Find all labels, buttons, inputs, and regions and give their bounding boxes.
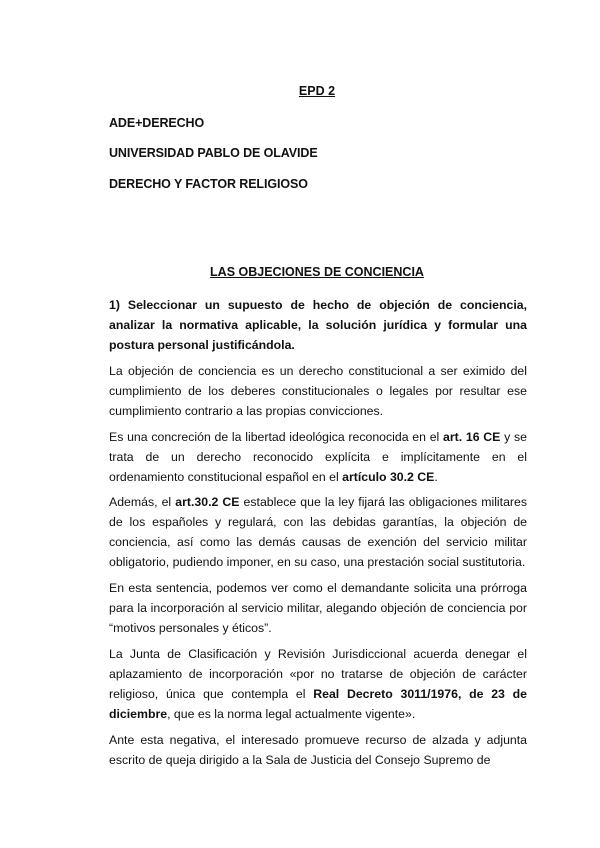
paragraph-text: establece que la ley fijará las obligaciones militares de los españoles y regulará, con las debidas garantías, la objeción de conciencia, así como las demás causas de exención del servicio militar obligatorio, pudiendo imponer, en su caso, una prestación social sustitutoria. [109, 495, 528, 569]
paragraph-appeal: Ante esta negativa, el interesado promueve recurso de alzada y adjunta escrito de queja dirigido a la Sala de Justicia del Consejo Supremo de [109, 733, 527, 767]
document-title: EPD 2 [298, 84, 336, 98]
paragraph-text: y se trata de un derecho reconocido explícita e implícitamente en el ordenamiento constitucional español en el [109, 430, 527, 484]
legal-reference: artículo 30.2 CE [342, 470, 435, 484]
degree-line: ADE+DERECHO [109, 116, 205, 130]
paragraph-text: , que es la norma legal actualmente vigente». [167, 707, 416, 721]
paragraph-case: En esta sentencia, podemos ver como el demandante solicita una prórroga para la incorporación al servicio militar, alegando objeción de conciencia por “motivos personales y éticos”. [109, 581, 527, 635]
paragraph-junta-decision [109, 644, 527, 724]
legal-reference: art. 16 CE [443, 430, 501, 444]
paragraph-text: Además, el [109, 495, 176, 509]
legal-reference: art.30.2 CE [175, 495, 240, 509]
paragraph-article-30 [109, 492, 527, 572]
paragraph-definition: La objeción de conciencia es un derecho constitucional a ser eximido del cumplimiento de los deberes constitucionales o legales por resultar ese cumplimiento contrario a las propias convicciones. [109, 364, 527, 418]
question-paragraph: 1) Seleccionar un supuesto de hecho de objeción de conciencia, analizar la normativa aplicable, la solución jurídica y formular una postura personal justificándola. [109, 298, 527, 352]
section-title: LAS OBJECIONES DE CONCIENCIA [210, 265, 424, 279]
paragraph-text: La Junta de Clasificación y Revisión Jurisdiccional acuerda denegar el aplazamiento de incorporación «por no tratarse de objeción de carácter religioso, única que contempla el [109, 647, 527, 701]
paragraph-text: . [434, 470, 438, 484]
paragraph-ideological-freedom [109, 427, 527, 487]
paragraph-text: Es una concreción de la libertad ideológica reconocida en el [109, 430, 444, 444]
legal-reference: Real Decreto 3011/1976, de 23 de diciembre [109, 687, 528, 721]
course-line: DERECHO Y FACTOR RELIGIOSO [109, 177, 308, 191]
university-line: UNIVERSIDAD PABLO DE OLAVIDE [109, 146, 318, 160]
